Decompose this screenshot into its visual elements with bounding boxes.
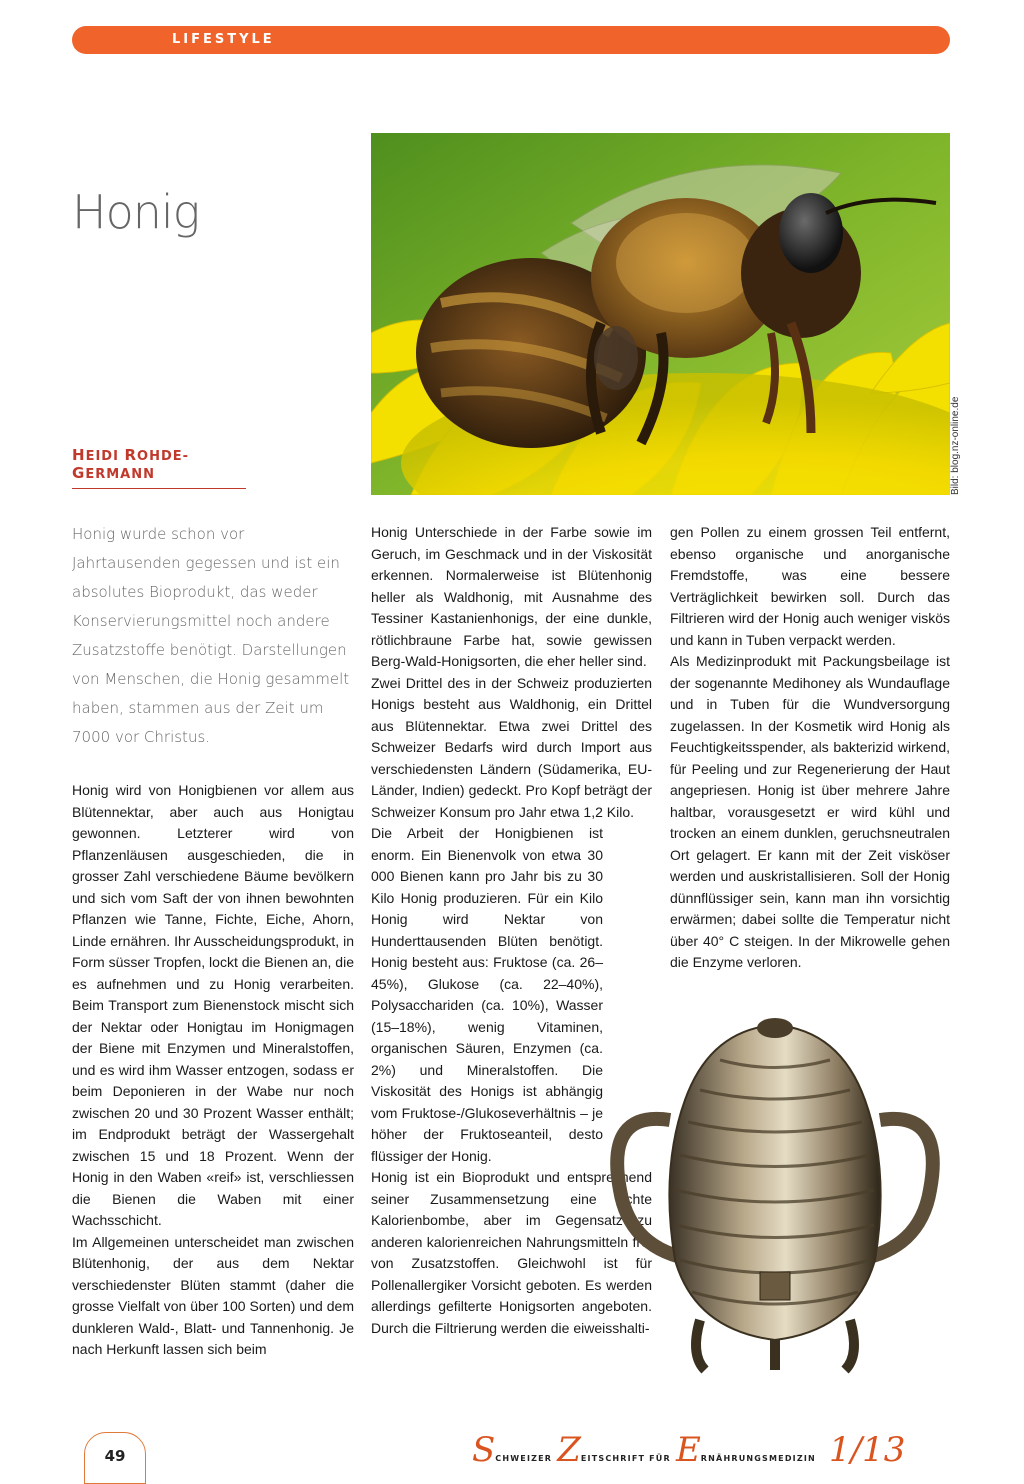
bee-photo <box>371 133 950 495</box>
page-number-tab <box>84 1432 146 1484</box>
author-byline: HEIDI ROHDE-GERMANN <box>72 446 246 489</box>
paragraph: Als Medizinprodukt mit Packungsbeilage ist der sogenannte Medihoney als Wundauflage und in Tuben für die Wundversorgung zugelassen. In der Kosmetik wird Honig als Feuchtigkeitsspender, als bakterizid wirkend, für Peeling und zur Regenerierung der Haut angepriesen. Honig ist über mehrere Jahre haltbar, vorausgesetzt er wird kühl und trocken an einem dunklen, geruchsneutralen Ort gelagert. Er kann mit der Zeit visköser werden und auskristallisieren. Soll der Honig dünnflüssiger sein, kann man ihn vorsichtig erwärmen; dabei sollte die Temperatur nicht über 40° C steigen. In der Mikrowelle gehen die Enzyme verloren. <box>670 653 950 970</box>
paragraph: Die Arbeit der Honigbienen ist enorm. Ein Bienenvolk von etwa 30 000 Bienen kann pro Jahr bis zu 30 Kilo Honig produzieren. Für ein Kilo Honig wird Nektar von Hunderttausenden Blüten benötigt. Honig besteht aus: Fruktose (ca. 26–45%), Glukose (ca. 22–40%), Polysacchariden (ca. 10%), Wasser (15–18%), wenig Vitaminen, organischen Säuren, Enzymen (ca. 2%) und Mineralstoffen. Die Viskosität des Honigs ist abhängig vom Fruktose-/Glukoseverhältnis – je höher der Fruktoseanteil, desto flüssiger der Honig. <box>371 825 603 1164</box>
article-title: Honig <box>72 185 200 239</box>
text-column-1 <box>72 780 354 1361</box>
honey-pot-image <box>600 1010 950 1380</box>
section-header-bar <box>72 26 950 54</box>
paragraph: Honig ist ein Bioprodukt und entsprechend seiner Zusammensetzung eine echte Kalorienbombe, aber im Gegensatz zu anderen kalorienreichen Nahrungsmitteln frei von Zusatzstoffen. Gleichwohl ist für Pollenallergiker Vorsicht geboten. Es werden allerdings gefilterte Honigsorten angeboten. Durch die Filtrierung werden die eiweisshalti- <box>371 1169 652 1336</box>
text-column-3 <box>670 522 950 974</box>
photo-credit: Bild: blog.nz-online.de <box>950 396 961 495</box>
issue-number: 1/13 <box>829 1430 906 1470</box>
paragraph: Im Allgemeinen unterscheidet man zwischen Blütenhonig, der aus dem Nektar verschiedenster Blüten stammt (daher die grosse Vielfalt von über 100 Sorten) und dem dunkleren Wald-, Blatt- und Tannenhonig. Je nach Herkunft lassen sich beim <box>72 1233 354 1357</box>
paragraph: Honig Unterschiede in der Farbe sowie im Geruch, im Geschmack und in der Viskosität erkennen. Normalerweise ist Blütenhonig heller als Waldhonig, mit Ausnahme des Tessiner Kastanienhonigs, der eine dunkle, rötlichbraune Farbe hat, sowie gewissen Berg-Wald-Honigsorten, die eher heller sind. <box>371 524 652 669</box>
paragraph: Zwei Drittel des in der Schweiz produzierten Honigs besteht aus Waldhonig, ein Drittel aus Blütennektar. Etwa zwei Drittel des Schweizer Bedarfs wird durch Import aus verschiedensten Ländern (Südamerika, EU-Länder, Indien) gedeckt. Pro Kopf beträgt der Schweizer Konsum pro Jahr etwa 1,2 Kilo. <box>371 674 652 820</box>
section-label: LIFESTYLE <box>172 32 275 47</box>
paragraph: gen Pollen zu einem grossen Teil entfernt, ebenso organische und anorganische Fremdstoffe, was eine bessere Verträglichkeit bewirken soll. Durch das Filtrieren wird der Honig auch weniger viskös und kann in Tuben verpackt werden. <box>670 524 950 648</box>
journal-logo: SCHWEIZER ZEITSCHRIFT FÜR ERNÄHRUNGSMEDIZIN 1/13 <box>472 1430 906 1470</box>
lead-paragraph: Honig wurde schon vor Jahrtausenden gegessen und ist ein absolutes Bioprodukt, das weder Konservierungsmittel noch andere Zusatzstoffe benötigt. Darstellungen von Menschen, die Honig gesammelt haben, stammen aus der Zeit um 7000 vor Christus. <box>72 525 350 746</box>
paragraph: Honig wird von Honigbienen vor allem aus Blütennektar, aber auch aus Honigtau gewonnen. Letzterer wird von Pflanzenläusen ausgeschieden, die in grosser Zahl verschiedene Bäume bevölkern und sich vom Saft der von ihnen bewohnten Pflanzen wie Tanne, Fichte, Eiche, Ahorn, Linde ernähren. Ihr Ausscheidungsprodukt, in Form süsser Tropfen, lockt die Bienen an, die es aufnehmen und zu Honig verarbeiten. Beim Transport zum Bienenstock mischt sich der Nektar oder Honigtau im Honigmagen der Biene mit Enzymen und Mineralstoffen, und es wird ihm Wasser entzogen, sodass er beim Deponieren in der Wabe nur noch zwischen 20 und 30 Prozent Wasser enthält; im Endprodukt beträgt der Wassergehalt zwischen 15 und 18 Prozent. Wenn der Honig in den Waben «reif» ist, verschliessen die Bienen die Waben mit einer Wachsschicht. <box>72 782 354 1228</box>
page-number: 49 <box>104 1447 126 1465</box>
